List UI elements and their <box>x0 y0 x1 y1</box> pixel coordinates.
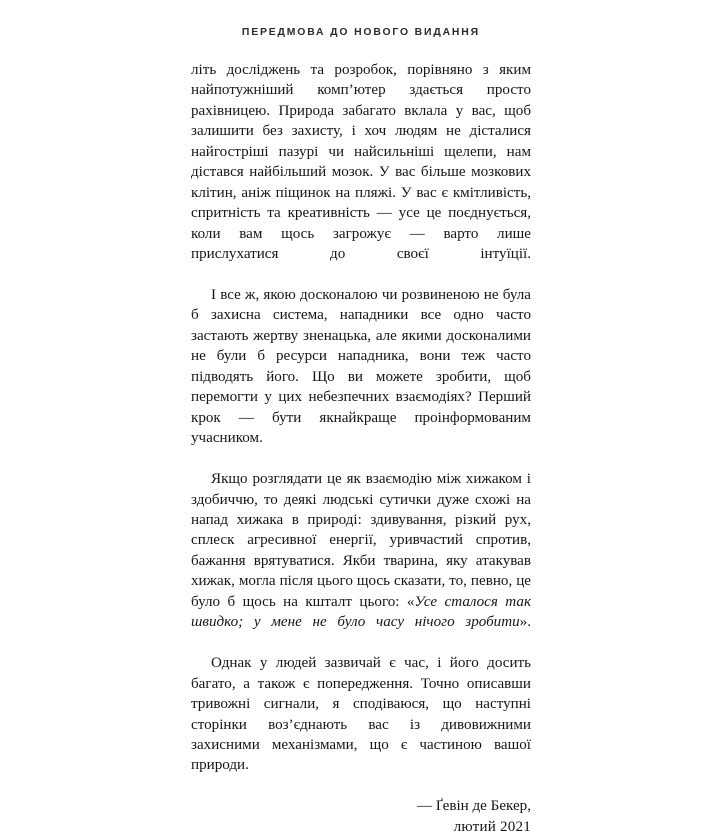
text-block <box>191 60 531 837</box>
quote-open-guillemet: « <box>406 593 415 610</box>
paragraph-3-tail: . <box>527 614 531 631</box>
signature-block <box>191 796 531 837</box>
paragraph-4: Однак у людей зазвичай є час, і його досить багато, а також є попередження. Точно описавши тривожні сигнали, я сподіваюся, що наступні сторінки воз’єднають вас із дивовижними захисними механізмами, що є частиною вашої природи. <box>191 655 531 774</box>
paragraph-3-lead: Якщо розглядати це як взаємодію між хижаком і здобиччю, то деякі людські сутички дуже схожі на напад хижака в природі: здивування, різкий рух, сплеск агресивної енергії, уривчастий спротив, бажання врятуватися. Якби тварина, яку атакував хижак, могла після цього щось сказати, то, певно, це було б щось на кшталт цього: <box>191 471 531 610</box>
inline-quote-italic: Усе сталося так швидко; у мене не було часу нічого зробити <box>191 593 531 631</box>
running-head: ПЕРЕДМОВА ДО НОВОГО ВИДАННЯ <box>241 27 480 38</box>
quote-close-guillemet: » <box>519 614 528 631</box>
signature-author: — Ґевін де Бекер, <box>416 798 531 815</box>
paragraph-3 <box>191 469 531 653</box>
paragraph-1: літь досліджень та розробок, порівняно з яким найпотужніший комп’ютер здається просто рахівницею. Природа забагато вклала у вас, щоб залишити без захисту, і хоч людям не дісталися найгостріші пазурі чи найсильніші щелепи, нам дістався найбільший мозок. У вас більше мозкових клітин, аніж піщинок на пляжі. У вас є кмітливість, спритність та креативність — усе це поєднується, коли вам щось загрожує — варто лише прислухатися до своєї інтуїції. <box>191 62 531 263</box>
paragraph-2: І все ж, якою досконалою чи розвиненою не була б захисна система, нападники все одно часто застають жертву зненацька, але якими досконалими не були б ресурси нападника, вони теж часто підводять його. Що ви можете зробити, щоб перемогти у цих небезпечних взаємодіях? Перший крок — бути якнайкраще проінформованим учасником. <box>191 286 531 447</box>
signature-date: лютий 2021 <box>453 818 531 835</box>
